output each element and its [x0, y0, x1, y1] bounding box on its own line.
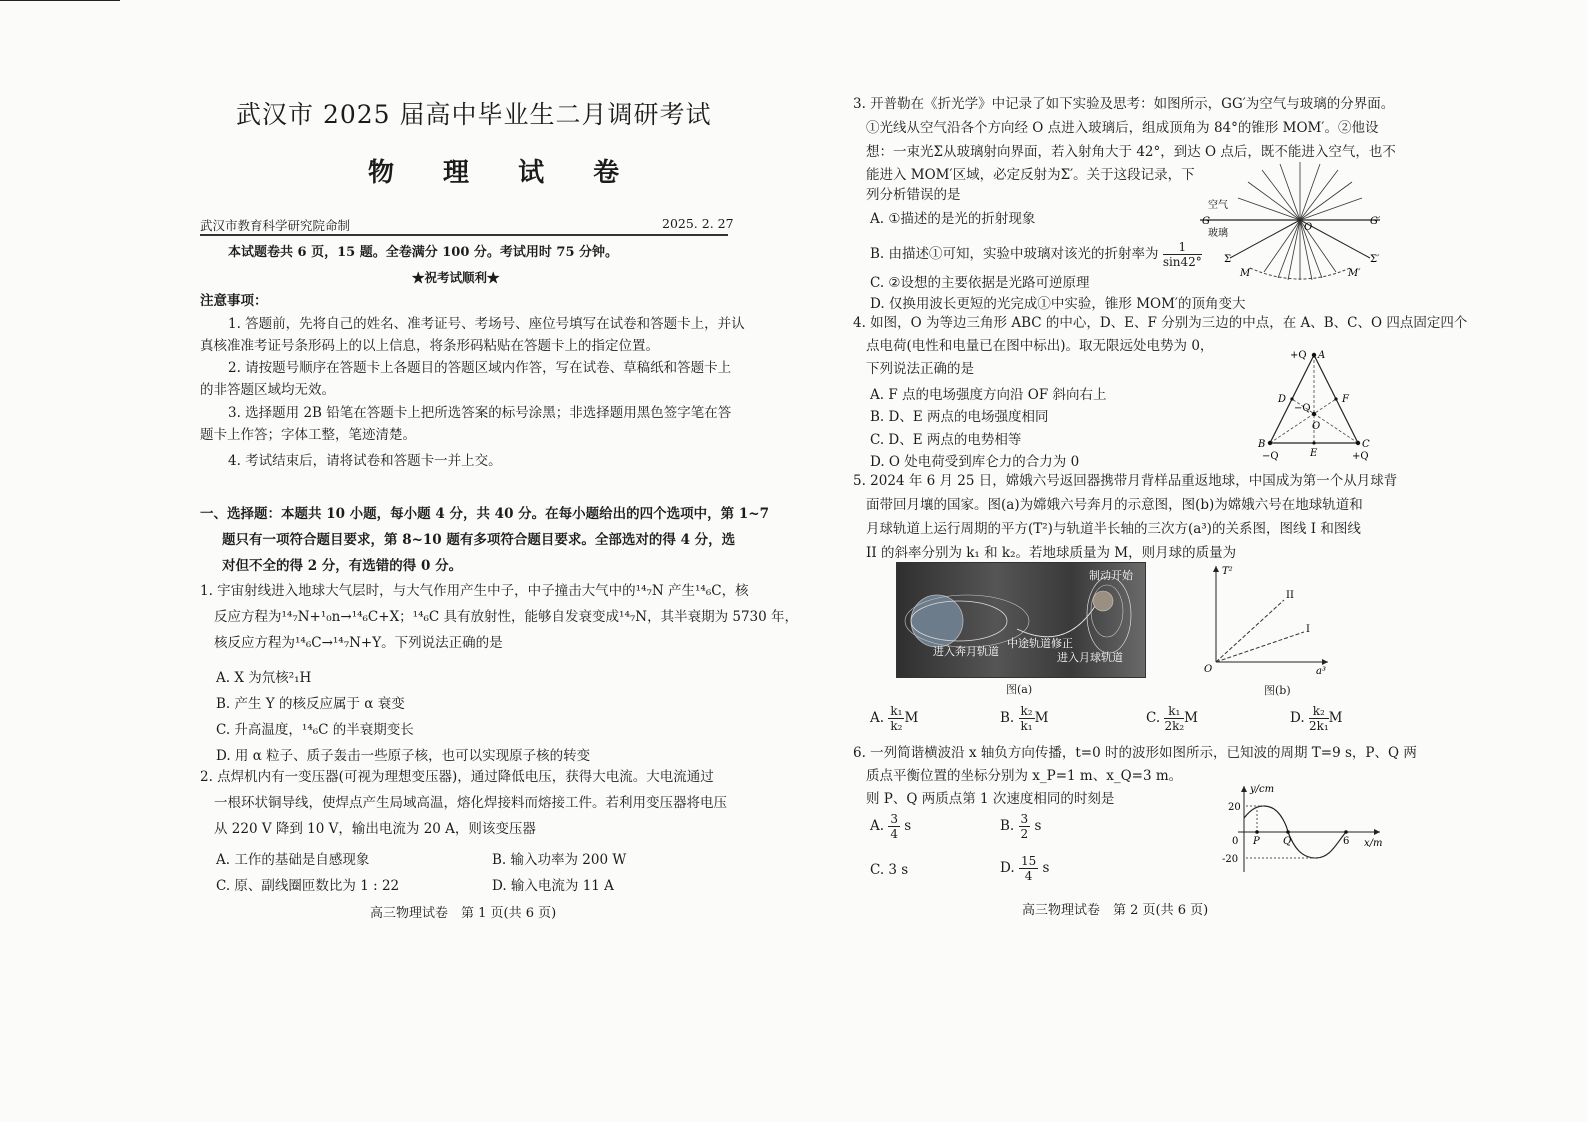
q5-option-d[interactable]	[1290, 704, 1342, 733]
label-minus-q-b: −Q	[1262, 451, 1279, 462]
section-heading: 对但不全的得 2 分，有选错的得 0 分。	[222, 558, 463, 574]
q4-stem: 下列说法正确的是	[866, 361, 974, 377]
q4-option-d[interactable]: D. O 处电荷受到库仑力的合力为 0	[870, 454, 1080, 470]
ray-sigma	[1230, 220, 1300, 258]
moon-icon	[1093, 591, 1113, 611]
q3-option-d[interactable]: D. 仅换用波长更短的光完成①中实验，锥形 MOM′的顶角变大	[870, 296, 1246, 312]
chang-e-6-photo	[896, 562, 1146, 678]
q5-stem: II 的斜率分别为 k₁ 和 k₂。若地球质量为 M，则月球的质量为	[866, 545, 1237, 561]
label-M-prime: M′	[1348, 268, 1361, 279]
q5-stem: 月球轨道上运行周期的平方(T²)与轨道半长轴的三次方(a³)的关系图，图线 I 和图线	[866, 521, 1361, 537]
page-2	[780, 0, 1587, 1122]
label-O: O	[1304, 222, 1313, 233]
q1-stem: 1. 宇宙射线进入地球大气层时，与大气作用产生中子，中子撞击大气中的¹⁴₇N 产生¹⁴₆C，核	[200, 583, 749, 599]
q6-stem: 6. 一列简谐横波沿 x 轴负方向传播，t=0 时的波形如图所示，已知波的周期 T=9 s，P、Q 两	[853, 745, 1417, 761]
y-axis-label: T²	[1222, 566, 1233, 577]
ray-fan	[1238, 162, 1362, 280]
fraction-numerator: k₁	[1164, 704, 1184, 719]
fraction-denominator: 4	[890, 827, 898, 841]
label-G-prime: G′	[1370, 216, 1381, 227]
fraction-numerator: 15	[1020, 854, 1037, 868]
option-tail: s	[1042, 860, 1050, 876]
notice-line: 真核准准考证号条形码上的以上信息，将条形码粘贴在答题卡上的指定位置。	[200, 338, 659, 354]
option-tail: M	[1184, 710, 1198, 726]
header-rule	[200, 234, 728, 236]
figure-a-caption: 图(a)	[1006, 683, 1033, 696]
label-B: B	[1258, 439, 1266, 450]
option-label: D.	[1000, 860, 1015, 876]
q5-option-c[interactable]	[1146, 704, 1198, 733]
q3-option-b-text: B. 由描述①可知，实验中玻璃对该光的折射率为	[870, 246, 1159, 262]
notice-line: 的非答题区域均无效。	[200, 382, 335, 398]
q3-stem: 能进入 MOM′区域，必定反射为Σ′。关于这段记录，下	[866, 167, 1195, 183]
q1-option-d[interactable]: D. 用 α 粒子、质子轰击一些原子核，也可以实现原子核的转变	[216, 748, 591, 764]
fraction-denominator: k₂	[890, 719, 903, 733]
option-label: A.	[870, 818, 885, 834]
exam-title: 武汉市 2025 届高中毕业生二月调研考试	[236, 100, 712, 129]
notice-line: 题卡上作答；字体工整，笔迹清楚。	[200, 427, 416, 443]
q1-option-b[interactable]: B. 产生 Y 的核反应属于 α 衰变	[216, 696, 405, 712]
label-plus-q-a: +Q	[1290, 350, 1307, 361]
q2-option-d[interactable]: D. 输入电流为 11 A	[492, 878, 614, 894]
photo-label: 制动开始	[1089, 569, 1133, 582]
y-axis-label: y/cm	[1250, 784, 1275, 795]
refraction-diagram	[1180, 160, 1390, 290]
point-q-label: Q	[1283, 836, 1292, 847]
origin-label: O	[1204, 664, 1213, 675]
fraction-numerator: k₁	[890, 704, 903, 718]
photo-label: 中途轨道修正	[1007, 637, 1073, 650]
line-i-label: I	[1306, 624, 1310, 635]
y-tick-bottom: -20	[1222, 854, 1239, 865]
wave-graph	[1220, 782, 1390, 876]
origin-label: 0	[1232, 836, 1239, 847]
label-sigma-prime: Σ′	[1370, 254, 1380, 265]
fraction-numerator: 3	[890, 812, 898, 826]
option-tail: M	[1328, 710, 1343, 726]
option-tail: s	[904, 818, 912, 834]
q2-option-a[interactable]: A. 工作的基础是自感现象	[216, 852, 370, 868]
q4-option-b[interactable]: B. D、E 两点的电场强度相同	[870, 409, 1049, 425]
q6-option-d[interactable]	[1000, 854, 1049, 883]
q6-option-b[interactable]	[1000, 812, 1041, 841]
fraction-numerator: k₂	[1309, 704, 1329, 719]
option-label: B.	[1000, 818, 1015, 834]
label-C: C	[1362, 439, 1370, 450]
good-luck: ★祝考试顺利★	[412, 270, 500, 285]
q1-option-c[interactable]: C. 升高温度，¹⁴₆C 的半衰期变长	[216, 722, 414, 738]
issuer: 武汉市教育科学研究院命制	[200, 218, 351, 233]
q1-option-a[interactable]: A. X 为氘核²₁H	[216, 670, 312, 686]
option-label: A.	[870, 710, 885, 726]
q6-option-c[interactable]: C. 3 s	[870, 862, 909, 878]
option-label: D.	[1290, 710, 1305, 726]
notice-line: 4. 考试结束后，请将试卷和答题卡一并上交。	[228, 453, 502, 469]
section-heading: 题只有一项符合题目要求，第 8~10 题有多项符合题目要求。全部选对的得 4 分，选	[222, 532, 736, 548]
q5-option-b[interactable]	[1000, 704, 1048, 733]
q2-stem: 一根环状铜导线，使焊点产生局域高温，熔化焊接料而熔接工件。若利用变压器将电压	[214, 795, 727, 811]
q2-option-b[interactable]: B. 输入功率为 200 W	[492, 852, 627, 868]
line-ii-label: II	[1286, 590, 1294, 601]
q3-option-b[interactable]	[870, 240, 1202, 269]
option-tail: M	[904, 710, 919, 726]
q4-stem: 点电荷(电性和电量已在图中标出)。取无限远处电势为 0，	[866, 338, 1214, 354]
triangle-diagram	[1250, 345, 1380, 465]
notice-line: 1. 答题前，先将自己的姓名、准考证号、考场号、座位号填写在试卷和答题卡上，并认	[228, 316, 745, 332]
subject-title: 物 理 试 卷	[368, 158, 640, 188]
t2-a3-graph	[1196, 560, 1336, 676]
q1-stem: 反应方程为¹⁴₇N+¹₀n→¹⁴₆C+X；¹⁴₆C 具有放射性，能够自发衰变成¹⁴₇N，其半衰期为 5730 年，	[214, 609, 799, 625]
q3-option-a[interactable]: A. ①描述的是光的折射现象	[870, 211, 1036, 227]
q3-stem: ①光线从空气沿各个方向经 O 点进入玻璃后，组成顶角为 84°的锥形 MOM′。②他设	[866, 120, 1379, 136]
q4-stem: 4. 如图，O 为等边三角形 ABC 的中心，D、E、F 分别为三边的中点，在 A、B、C、O 四点固定四个	[853, 315, 1468, 331]
notice-title: 注意事项：	[200, 293, 268, 309]
q5-stem: 面带回月壤的国家。图(a)为嫦娥六号奔月的示意图，图(b)为嫦娥六号在地球轨道和	[866, 497, 1363, 513]
exam-date: 2025. 2. 27	[662, 216, 734, 231]
q3-stem: 3. 开普勒在《折光学》中记录了如下实验及思考：如图所示，GG′为空气与玻璃的分界面。	[853, 96, 1395, 112]
point-p-label: P	[1253, 836, 1260, 847]
y-tick-top: 20	[1228, 802, 1241, 813]
figure-b-caption: 图(b)	[1264, 684, 1291, 697]
q6-stem: 质点平衡位置的坐标分别为 x_P=1 m、x_Q=3 m。	[866, 768, 1183, 784]
q6-option-a[interactable]	[870, 812, 911, 841]
page-footer: 高三物理试卷 第 1 页(共 6 页)	[370, 906, 557, 921]
fraction-numerator: 1	[1163, 240, 1202, 255]
x-axis-label: a³	[1316, 666, 1326, 676]
q2-stem: 2. 点焊机内有一变压器(可视为理想变压器)，通过降低电压，获得大电流。大电流通过	[200, 769, 714, 785]
label-A: A	[1318, 350, 1326, 361]
label-M: M	[1240, 268, 1251, 279]
label-E: E	[1310, 448, 1318, 459]
fraction-numerator: k₂	[1020, 704, 1033, 718]
fraction-denominator: 2k₁	[1308, 719, 1329, 733]
q1-stem: 核反应方程为¹⁴₆C→¹⁴₇N+Y。下列说法正确的是	[214, 635, 503, 651]
photo-label: 进入奔月轨道	[933, 645, 999, 658]
q4-option-a[interactable]: A. F 点的电场强度方向沿 OF 斜向右上	[870, 387, 1107, 403]
q5-option-a[interactable]	[870, 704, 918, 733]
exam-info: 本试题卷共 6 页，15 题。全卷满分 100 分。考试用时 75 分钟。	[228, 245, 619, 260]
option-label: C.	[1146, 710, 1161, 726]
label-G: G	[1202, 216, 1210, 227]
q5-stem: 5. 2024 年 6 月 25 日，嫦娥六号返回器携带月背样品重返地球，中国成为第一个从月球背	[853, 473, 1398, 489]
x-axis-label: x/m	[1364, 838, 1383, 849]
q2-stem: 从 220 V 降到 10 V，输出电流为 20 A，则该变压器	[214, 821, 536, 837]
q3-stem: 想：一束光Σ从玻璃射向界面，若入射角大于 42°，到达 O 点后，既不能进入空气，也不	[866, 144, 1396, 160]
fraction-numerator: 3	[1020, 812, 1029, 826]
x-tick-6: 6	[1343, 836, 1350, 847]
fraction-denominator: 4	[1024, 869, 1033, 883]
q3-stem: 列分析错误的是	[866, 187, 961, 203]
photo-label: 进入月球轨道	[1057, 651, 1123, 664]
q6-stem: 则 P、Q 两质点第 1 次速度相同的时刻是	[866, 791, 1115, 807]
label-sigma: Σ	[1224, 254, 1232, 265]
q2-option-c[interactable]: C. 原、副线圈匝数比为 1 : 22	[216, 878, 400, 894]
option-tail: s	[1034, 818, 1042, 834]
page-footer: 高三物理试卷 第 2 页(共 6 页)	[1022, 903, 1209, 918]
fraction-denominator: k₁	[1020, 719, 1033, 733]
q4-option-c[interactable]: C. D、E 两点的电势相等	[870, 432, 1022, 448]
label-plus-q-c: +Q	[1352, 451, 1369, 462]
option-label: B.	[1000, 710, 1015, 726]
section-heading: 一、选择题：本题共 10 小题，每小题 4 分，共 40 分。在每小题给出的四个选项中，第 1~7	[200, 506, 769, 522]
fraction-denominator: 2k₂	[1164, 719, 1185, 733]
q3-option-c[interactable]: C. ②设想的主要依据是光路可逆原理	[870, 275, 1090, 291]
option-tail: M	[1034, 710, 1049, 726]
fraction-denominator: sin42°	[1162, 255, 1202, 269]
label-minus-q-o: −Q	[1294, 403, 1311, 414]
label-O: O	[1312, 421, 1321, 432]
notice-line: 2. 请按题号顺序在答题卡上各题目的答题区域内作答，写在试卷、草稿纸和答题卡上	[228, 360, 732, 376]
notice-line: 3. 选择题用 2B 铅笔在答题卡上把所选答案的标号涂黑；非选择题用黑色签字笔在答	[228, 405, 732, 421]
label-air: 空气	[1208, 200, 1228, 211]
fraction-denominator: 2	[1020, 827, 1029, 841]
label-F: F	[1342, 394, 1349, 405]
label-D: D	[1278, 394, 1287, 405]
label-glass: 玻璃	[1208, 228, 1228, 239]
line-ii	[1216, 600, 1284, 662]
line-i	[1216, 632, 1304, 662]
